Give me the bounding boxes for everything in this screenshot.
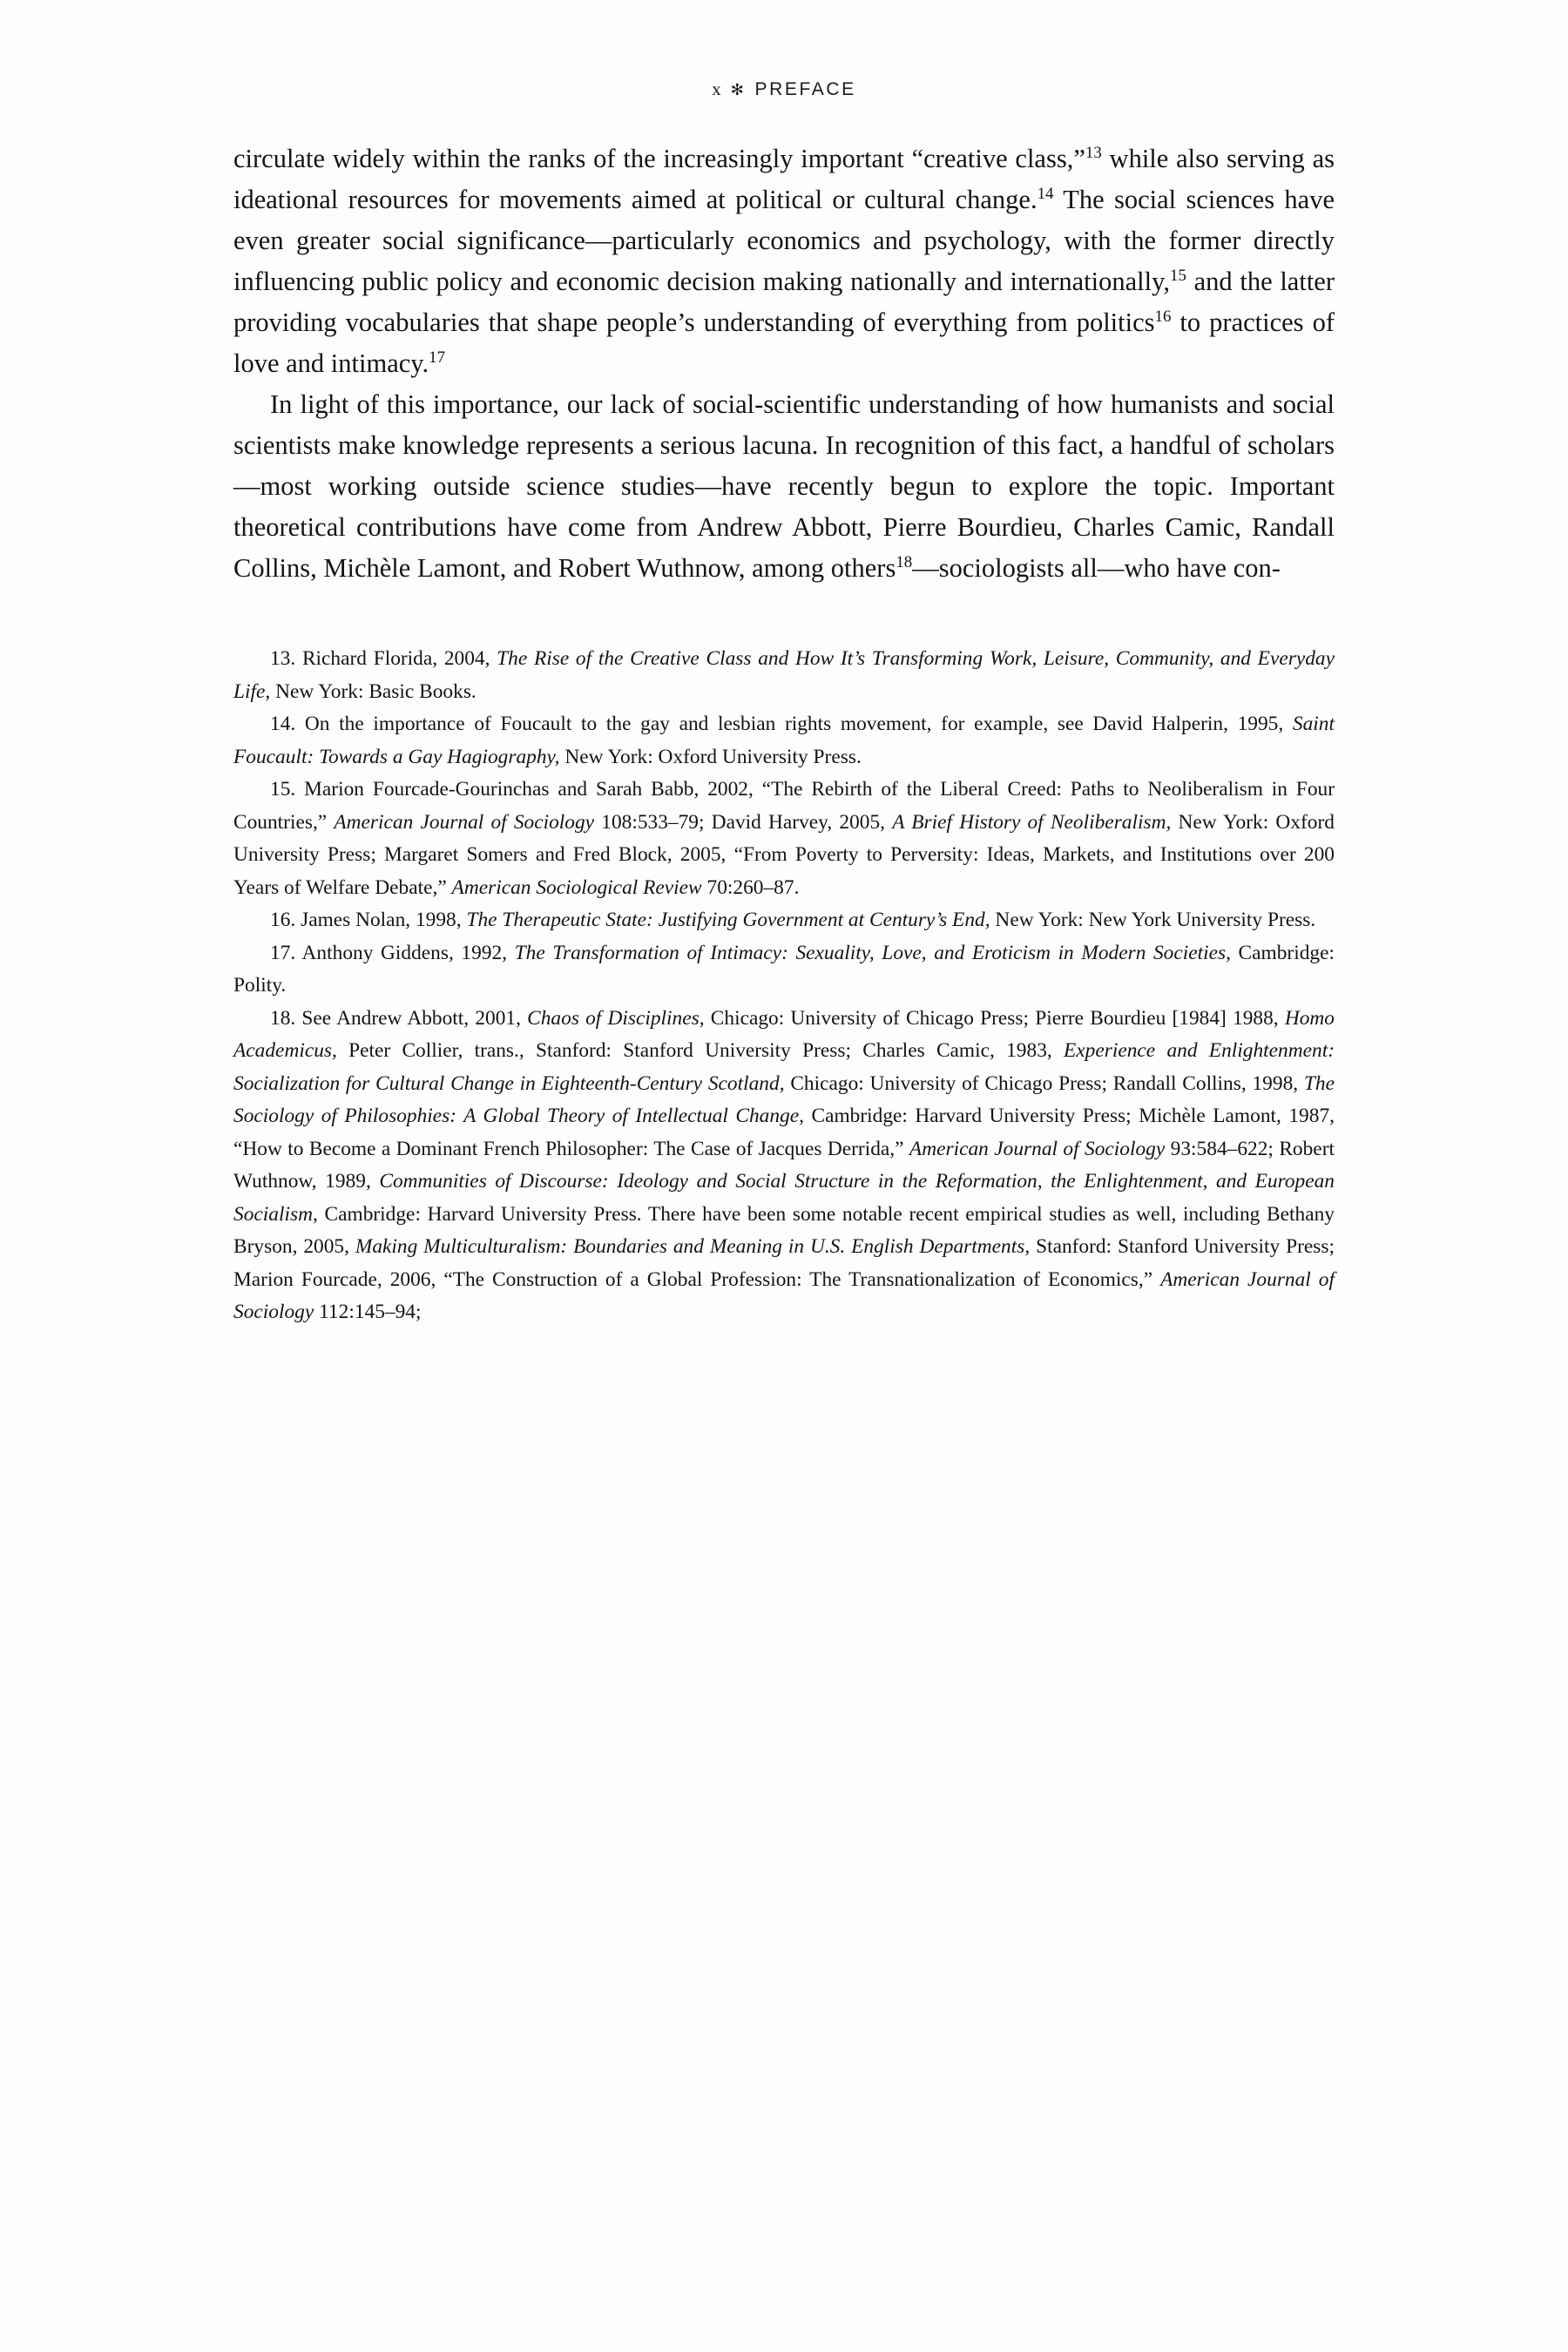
running-head-separator-icon: ✻ (730, 81, 747, 98)
body-text (233, 139, 1335, 589)
footnote-item: 15. Marion Fourcade-Gourinchas and Sarah Babb, 2002, “The Rebirth of the Liberal Creed: Paths to Neoliberalism in Four Countries,” American Journal of Sociology 108:533–79; David Harvey, 2005, A Brief History of Neoliberalism, New York: Oxford University Press; Margaret Somers and Fred Block, 2005, “From Poverty to Perversity: Ideas, Markets, and Institutions over 200 Years of Welfare Debate,” American Sociological Review 70:260–87. (233, 778, 1335, 899)
footnote-item: 14. On the importance of Foucault to the gay and lesbian rights movement, for example, see David Halperin, 1995, Saint Foucault: Towards a Gay Hagiography, New York: Oxford University Press. (233, 713, 1335, 768)
footnote-item: 16. James Nolan, 1998, The Therapeutic State: Justifying Government at Century’s End, New York: New York University Press. (270, 909, 1316, 931)
page-folio: x (712, 78, 722, 99)
footnote-item: 13. Richard Florida, 2004, The Rise of the Creative Class and How It’s Transforming Work, Leisure, Community, and Everyday Life, New York: Basic Books. (233, 647, 1335, 703)
running-head-title: PREFACE (754, 79, 856, 99)
running-head (233, 78, 1335, 100)
page-content (233, 78, 1335, 1329)
footnote-item: 17. Anthony Giddens, 1992, The Transformation of Intimacy: Sexuality, Love, and Eroticism in Modern Societies, Cambridge: Polity. (233, 941, 1335, 997)
footnote-item: 18. See Andrew Abbott, 2001, Chaos of Disciplines, Chicago: University of Chicago Press; Pierre Bourdieu [1984] 1988, Homo Academicus, Peter Collier, trans., Stanford: Stanford University Press; Charles Camic, 1983, Experience and Enlightenment: Socialization for Cultural Change in Eighteenth-Century Scotland, Chicago: University of Chicago Press; Randall Collins, 1998, The Sociology of Philosophies: A Global Theory of Intellectual Change, Cambridge: Harvard University Press; Michèle Lamont, 1987, “How to Become a Dominant French Philosopher: The Case of Jacques Derrida,” American Journal of Sociology 93:584–622; Robert Wuthnow, 1989, Communities of Discourse: Ideology and Social Structure in the Reformation, the Enlightenment, and European Socialism, Cambridge: Harvard University Press. There have been some notable recent empirical studies as well, including Bethany Bryson, 2005, Making Multiculturalism: Boundaries and Meaning in U.S. English Departments, Stanford: Stanford University Press; Marion Fourcade, 2006, “The Construction of a Global Profession: The Transnationalization of Economics,” American Journal of Sociology 112:145–94; (233, 1006, 1335, 1323)
body-paragraph: circulate widely within the ranks of the increasingly important “creative class,”$^{13}$ while also serving as ideational resources for movements aimed at political or cultural change.$^{14}$ The social sciences have even greater social significance—particularly economics and psychology, with the former directly influencing public policy and economic decision making nationally and internationally,$^{15}$ and the latter providing vocabularies that shape people’s understanding of everything from politics$^{16}$ to practices of love and intimacy.$^{17}$ (233, 143, 1335, 378)
footnotes-section (233, 643, 1335, 1329)
body-paragraph: In light of this importance, our lack of social-scientific understanding of how humanists and social scientists make knowledge represents a serious lacuna. In recognition of this fact, a handful of scholars—most working outside science studies—have recently begun to explore the topic. Important theoretical contributions have come from Andrew Abbott, Pierre Bourdieu, Charles Camic, Randall Collins, Michèle Lamont, and Robert Wuthnow, among others$^{18}$—sociologists all—who have con- (233, 389, 1335, 583)
